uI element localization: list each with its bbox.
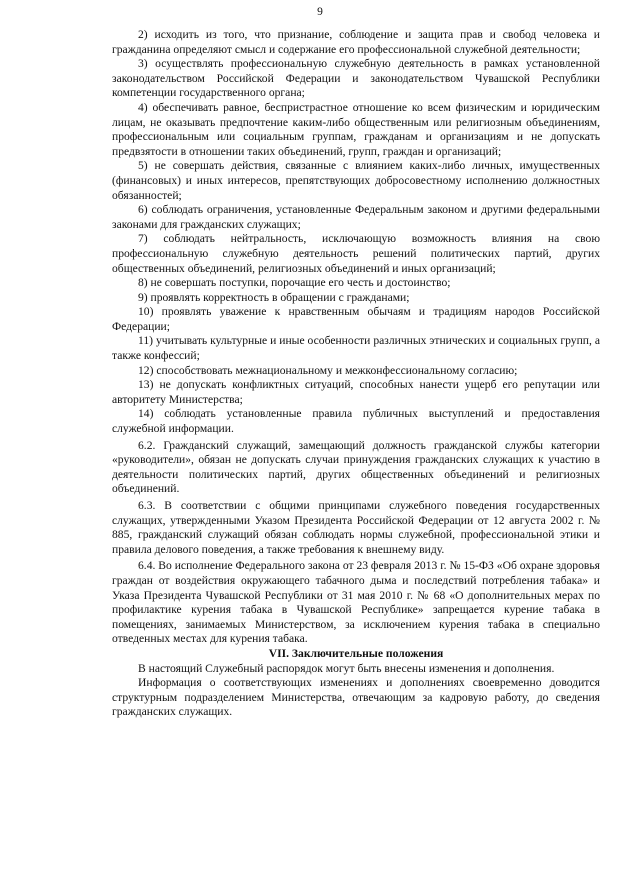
paragraph-item-11: 11) учитывать культурные и иные особенности различных этнических и социальных групп, а также конфессий; (112, 334, 600, 363)
paragraph-6-2: 6.2. Гражданский служащий, замещающий должность гражданской службы категории «руководители», обязан не допускать случаи принуждения гражданских служащих к участию в деятельности политических партий, других общественных объединений и религиозных объединений. (112, 438, 600, 496)
paragraph-item-6: 6) соблюдать ограничения, установленные Федеральным законом и другими федеральными законами для гражданских служащих; (112, 203, 600, 231)
paragraph-item-4: 4) обеспечивать равное, беспристрастное отношение ко всем физическим и юридическим лицам, не оказывать предпочтение каким-либо общественным или религиозным объединениям, профессиональным или социальным группам, гражданам и организациям и не допускать предвзятости в отношении таких объединений, групп, граждан и организаций; (112, 100, 600, 158)
paragraph-item-13: 13) не допускать конфликтных ситуаций, способных нанести ущерб его репутации или авторитету Министерства; (112, 378, 600, 406)
paragraph-item-10: 10) проявлять уважение к нравственным обычаям и традициям народов Российской Федерации; (112, 305, 600, 333)
paragraph-item-3: 3) осуществлять профессиональную служебную деятельность в рамках установленной законодательством Российской Федерации и законодательством Чувашской Республики компетенции государственного органа; (112, 57, 600, 100)
document-body (112, 28, 600, 720)
paragraph-item-2: 2) исходить из того, что признание, соблюдение и защита прав и свобод человека и гражданина определяют смысл и содержание его профессиональной служебной деятельности; (112, 28, 600, 56)
paragraph-6-4: 6.4. Во исполнение Федерального закона от 23 февраля 2013 г. № 15-ФЗ «Об охране здоровья граждан от воздействия окружающего табачного дыма и последствий потребления табака» и Указа Президента Чувашской Республики от 31 мая 2010 г. № 68 «О дополнительных мерах по профилактике курения табака в Чувашской Республике» запрещается курение табака в помещениях, занимаемых Министерством, за исключением курения табака в специально отведенных местах для курения табака. (112, 559, 600, 646)
paragraph-item-5: 5) не совершать действия, связанные с влиянием каких-либо личных, имущественных (финансовых) и иных интересов, препятствующих добросовестному исполнению должностных обязанностей; (112, 159, 600, 202)
final-paragraph-2: Информация о соответствующих изменениях и дополнениях своевременно доводится структурным подразделением Министерства, отвечающим за кадровую работу, до сведения гражданских служащих. (112, 676, 600, 719)
page-number: 9 (317, 6, 323, 18)
paragraph-item-7: 7) соблюдать нейтральность, исключающую возможность влияния на свою профессиональную служебную деятельность решений политических партий, других общественных объединений, религиозных объединений и иных организаций; (112, 232, 600, 275)
paragraph-item-12: 12) способствовать межнациональному и межконфессиональному согласию; (138, 363, 518, 377)
paragraph-item-14: 14) соблюдать установленные правила публичных выступлений и предоставления служебной информации. (112, 407, 600, 436)
paragraph-6-3: 6.3. В соответствии с общими принципами служебного поведения государственных служащих, утвержденными Указом Президента Российской Федерации от 12 августа 2002 г. № 885, гражданский служащий обязан соблюдать нормы служебной, профессиональной этики и правила делового поведения, а также требования к внешнему виду. (112, 499, 600, 556)
section-title: VII. Заключительные положения (268, 646, 444, 660)
paragraph-item-8: 8) не совершать поступки, порочащие его честь и достоинство; (138, 276, 451, 290)
paragraph-item-9: 9) проявлять корректность в обращении с гражданами; (138, 290, 410, 304)
final-paragraph-1: В настоящий Служебный распорядок могут быть внесены изменения и дополнения. (138, 661, 555, 675)
